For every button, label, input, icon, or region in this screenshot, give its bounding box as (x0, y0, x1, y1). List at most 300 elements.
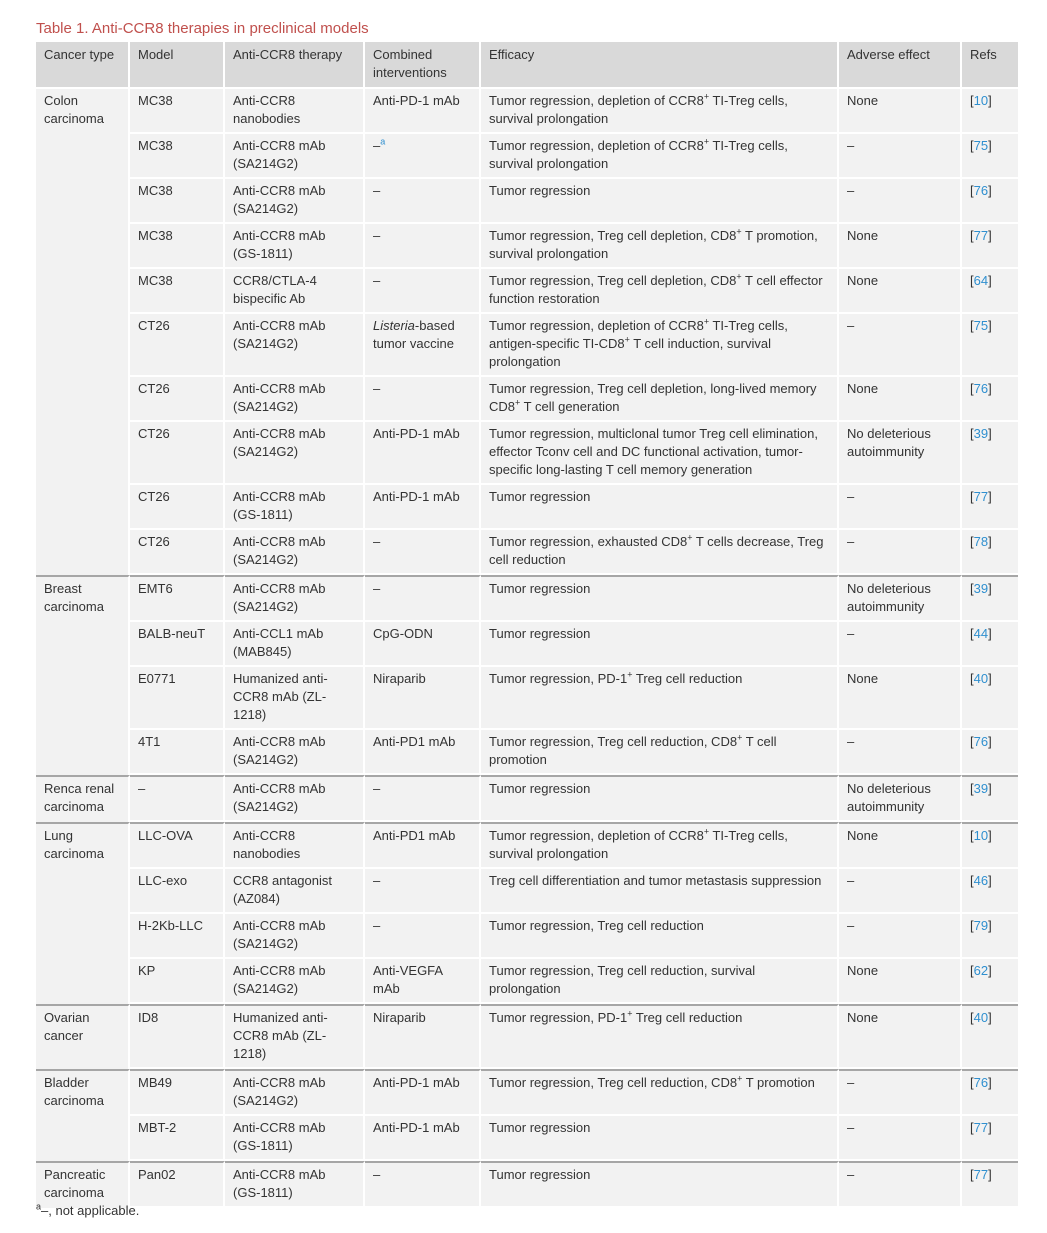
refs-cell (962, 422, 1018, 485)
efficacy-text: Tumor regression, Treg cell depletion, long-lived memory CD8+ T cell generation (489, 381, 817, 414)
therapy-cell (225, 1004, 365, 1069)
model-text: MBT-2 (138, 1120, 177, 1135)
adverse-text: – (847, 918, 855, 933)
adverse-text: None (847, 671, 879, 686)
combined-cell (365, 822, 481, 869)
adverse-cell (839, 87, 962, 134)
efficacy-text: Tumor regression, Treg cell reduction, survival prolongation (489, 963, 756, 996)
adverse-text: – (847, 138, 855, 153)
ref-link[interactable]: [64] (970, 273, 992, 288)
efficacy-text: Tumor regression (489, 183, 591, 198)
therapy-text: Humanized anti-CCR8 mAb (ZL-1218) (233, 1010, 328, 1061)
ref-link[interactable]: [77] (970, 1120, 992, 1135)
ref-link[interactable]: [75] (970, 318, 992, 333)
adverse-cell (839, 914, 962, 959)
model-cell (130, 730, 225, 775)
therapy-text: CCR8 antagonist (AZ084) (233, 873, 332, 906)
combined-text: Anti-VEGFA mAb (373, 963, 443, 996)
efficacy-cell (481, 422, 839, 485)
therapy-text: Anti-CCR8 nanobodies (233, 828, 301, 861)
therapy-cell (225, 622, 365, 667)
adverse-text: – (847, 1167, 855, 1182)
combined-text: – (373, 183, 381, 198)
ref-link[interactable]: [46] (970, 873, 992, 888)
therapy-cell (225, 869, 365, 914)
combined-cell (365, 87, 481, 134)
table-row (36, 269, 1018, 314)
combined-text: – (373, 781, 381, 796)
model-text: Pan02 (138, 1167, 176, 1182)
ref-link[interactable]: [77] (970, 1167, 992, 1182)
efficacy-cell (481, 869, 839, 914)
model-text: MC38 (138, 273, 173, 288)
combined-cell (365, 775, 481, 822)
refs-cell (962, 869, 1018, 914)
table-row (36, 869, 1018, 914)
combined-text: – (373, 1167, 381, 1182)
table-row (36, 134, 1018, 179)
therapy-cell (225, 377, 365, 422)
table-row (36, 775, 1018, 822)
therapy-cell (225, 530, 365, 575)
refs-cell (962, 179, 1018, 224)
therapy-text: Anti-CCR8 mAb (SA214G2) (233, 381, 326, 414)
adverse-cell (839, 1004, 962, 1069)
efficacy-text: Tumor regression, Treg cell depletion, CD8+ T cell effector function restoration (489, 271, 823, 306)
combined-cell (365, 485, 481, 530)
combined-text: – (373, 581, 381, 596)
efficacy-text: Tumor regression, depletion of CCR8+ TI-Treg cells, antigen-specific TI-CD8+ T cell induction, survival prolongation (489, 316, 788, 369)
table-body (36, 87, 1018, 1208)
combined-cell (365, 1116, 481, 1161)
therapy-cell (225, 1116, 365, 1161)
model-text: BALB-neuT (138, 626, 206, 641)
adverse-cell (839, 1116, 962, 1161)
therapy-cell (225, 1069, 365, 1116)
efficacy-cell (481, 179, 839, 224)
cancer-type-cell: Bladder carcinoma (36, 1069, 130, 1161)
therapy-text: Anti-CCR8 mAb (SA214G2) (233, 534, 326, 567)
adverse-cell (839, 134, 962, 179)
therapy-text: Anti-CCR8 mAb (GS-1811) (233, 1120, 326, 1153)
model-text: ID8 (138, 1010, 159, 1025)
efficacy-cell (481, 622, 839, 667)
therapy-text: Humanized anti-CCR8 mAb (ZL-1218) (233, 671, 328, 722)
therapy-text: Anti-CCR8 mAb (SA214G2) (233, 581, 326, 614)
adverse-text: None (847, 93, 879, 108)
table-row (36, 1116, 1018, 1161)
ref-link[interactable]: [76] (970, 183, 992, 198)
model-text: MC38 (138, 183, 173, 198)
combined-text: Anti-PD1 mAb (373, 734, 456, 749)
cancer-type-cell: Renca renal carcinoma (36, 775, 130, 822)
refs-cell (962, 775, 1018, 822)
combined-cell (365, 269, 481, 314)
efficacy-cell (481, 730, 839, 775)
model-cell (130, 1004, 225, 1069)
efficacy-cell (481, 87, 839, 134)
combined-cell (365, 914, 481, 959)
therapy-cell (225, 179, 365, 224)
ref-link[interactable]: [76] (970, 734, 992, 749)
therapy-cell (225, 422, 365, 485)
combined-text: Niraparib (373, 1010, 426, 1025)
therapy-text: Anti-CCR8 mAb (GS-1811) (233, 228, 326, 261)
combined-text: CpG-ODN (373, 626, 433, 641)
ref-link[interactable]: [79] (970, 918, 992, 933)
combined-cell (365, 224, 481, 269)
therapy-cell (225, 667, 365, 730)
table-row (36, 314, 1018, 377)
table-row (36, 422, 1018, 485)
model-cell (130, 775, 225, 822)
adverse-cell (839, 730, 962, 775)
therapy-cell (225, 269, 365, 314)
therapy-cell (225, 485, 365, 530)
refs-cell (962, 485, 1018, 530)
efficacy-cell (481, 1116, 839, 1161)
adverse-text: – (847, 183, 855, 198)
efficacy-text: Tumor regression (489, 1167, 591, 1182)
therapy-cell (225, 224, 365, 269)
model-text: CT26 (138, 426, 170, 441)
combined-text: – (373, 381, 381, 396)
model-cell (130, 1069, 225, 1116)
refs-cell (962, 667, 1018, 730)
model-text: MB49 (138, 1075, 172, 1090)
model-cell (130, 667, 225, 730)
refs-cell (962, 134, 1018, 179)
combined-text: – (373, 273, 381, 288)
adverse-text: None (847, 273, 879, 288)
adverse-cell (839, 314, 962, 377)
model-cell (130, 869, 225, 914)
efficacy-text: Tumor regression (489, 781, 591, 796)
ref-link[interactable]: [40] (970, 671, 992, 686)
efficacy-text: Tumor regression, PD-1+ Treg cell reduction (489, 669, 743, 686)
table-row (36, 914, 1018, 959)
model-text: LLC-OVA (138, 828, 193, 843)
efficacy-text: Tumor regression, depletion of CCR8+ TI-Treg cells, survival prolongation (489, 136, 788, 171)
combined-cell (365, 134, 481, 179)
therapy-text: Anti-CCR8 mAb (SA214G2) (233, 183, 326, 216)
combined-cell (365, 179, 481, 224)
adverse-cell (839, 485, 962, 530)
adverse-cell (839, 667, 962, 730)
therapy-cell (225, 822, 365, 869)
adverse-cell (839, 1069, 962, 1116)
footnote-marker: a (36, 1201, 42, 1212)
table-row (36, 377, 1018, 422)
adverse-cell (839, 179, 962, 224)
refs-cell (962, 1116, 1018, 1161)
ref-link[interactable]: [76] (970, 381, 992, 396)
model-cell (130, 575, 225, 622)
combined-cell (365, 377, 481, 422)
adverse-cell (839, 1161, 962, 1208)
table-row (36, 730, 1018, 775)
combined-cell (365, 667, 481, 730)
model-text: CT26 (138, 534, 170, 549)
model-text: KP (138, 963, 156, 978)
refs-cell (962, 575, 1018, 622)
therapy-cell (225, 775, 365, 822)
table-row (36, 1161, 1018, 1208)
model-cell (130, 269, 225, 314)
combined-text: Anti-PD-1 mAb (373, 1075, 460, 1090)
refs-cell (962, 914, 1018, 959)
efficacy-cell (481, 959, 839, 1004)
ref-link[interactable]: [39] (970, 426, 992, 441)
table-row (36, 622, 1018, 667)
adverse-text: – (847, 626, 855, 641)
efficacy-text: Tumor regression, depletion of CCR8+ TI-Treg cells, survival prolongation (489, 91, 788, 126)
model-text: LLC-exo (138, 873, 188, 888)
ref-link[interactable]: [77] (970, 489, 992, 504)
combined-cell (365, 1161, 481, 1208)
cancer-type-cell: Lung carcinoma (36, 822, 130, 1004)
cancer-type-cell: Colon carcinoma (36, 87, 130, 575)
footnote-ref[interactable]: a (380, 136, 386, 147)
refs-cell (962, 224, 1018, 269)
therapy-text: CCR8/CTLA-4 bispecific Ab (233, 273, 317, 306)
adverse-cell (839, 224, 962, 269)
combined-cell (365, 869, 481, 914)
model-text: 4T1 (138, 734, 161, 749)
adverse-text: – (847, 873, 855, 888)
refs-cell (962, 1161, 1018, 1208)
therapy-text: Anti-CCR8 nanobodies (233, 93, 301, 126)
model-cell (130, 914, 225, 959)
therapy-text: Anti-CCR8 mAb (SA214G2) (233, 734, 326, 767)
adverse-text: – (847, 534, 855, 549)
efficacy-text: Tumor regression (489, 489, 591, 504)
efficacy-cell (481, 667, 839, 730)
model-cell (130, 422, 225, 485)
combined-text: Anti-PD-1 mAb (373, 1120, 460, 1135)
adverse-text: None (847, 381, 879, 396)
adverse-text: – (847, 734, 855, 749)
table-row (36, 224, 1018, 269)
efficacy-cell (481, 575, 839, 622)
efficacy-cell (481, 314, 839, 377)
efficacy-text: Tumor regression, Treg cell depletion, CD8+ T promotion, survival prolongation (489, 226, 818, 261)
model-cell (130, 530, 225, 575)
therapy-cell (225, 314, 365, 377)
header-therapy: Anti-CCR8 therapy (225, 42, 365, 87)
model-cell (130, 1161, 225, 1208)
adverse-text: None (847, 963, 879, 978)
efficacy-text: Tumor regression, depletion of CCR8+ TI-Treg cells, survival prolongation (489, 826, 788, 861)
adverse-text: No deleterious autoimmunity (847, 426, 931, 459)
adverse-text: – (847, 318, 855, 333)
therapy-text: Anti-CCR8 mAb (GS-1811) (233, 1167, 326, 1200)
model-cell (130, 622, 225, 667)
table-row (36, 530, 1018, 575)
ref-link[interactable]: [78] (970, 534, 992, 549)
refs-cell (962, 959, 1018, 1004)
model-text: MC38 (138, 138, 173, 153)
efficacy-cell (481, 775, 839, 822)
combined-cell (365, 959, 481, 1004)
model-text: H-2Kb-LLC (138, 918, 204, 933)
adverse-cell (839, 622, 962, 667)
refs-cell (962, 622, 1018, 667)
table-row (36, 959, 1018, 1004)
model-text: CT26 (138, 318, 170, 333)
table-row (36, 575, 1018, 622)
efficacy-text: Tumor regression, Treg cell reduction, CD8+ T promotion (489, 1073, 815, 1090)
combined-text: – (373, 873, 381, 888)
refs-cell (962, 377, 1018, 422)
model-cell (130, 179, 225, 224)
efficacy-text: Tumor regression (489, 581, 591, 596)
model-cell (130, 1116, 225, 1161)
ref-link[interactable]: [76] (970, 1075, 992, 1090)
adverse-text: – (847, 1075, 855, 1090)
table-row (36, 822, 1018, 869)
adverse-text: – (847, 1120, 855, 1135)
refs-cell (962, 269, 1018, 314)
ref-link[interactable]: [62] (970, 963, 992, 978)
adverse-cell (839, 269, 962, 314)
therapy-cell (225, 959, 365, 1004)
table-row (36, 667, 1018, 730)
model-cell (130, 377, 225, 422)
therapies-table (36, 42, 1018, 1208)
therapy-text: Anti-CCR8 mAb (SA214G2) (233, 318, 326, 351)
combined-text: Anti-PD-1 mAb (373, 489, 460, 504)
ref-link[interactable]: [75] (970, 138, 992, 153)
adverse-text: None (847, 1010, 879, 1025)
combined-text: Anti-PD1 mAb (373, 828, 456, 843)
combined-cell (365, 530, 481, 575)
table-title: Table 1. Anti-CCR8 therapies in preclinical models (36, 20, 369, 37)
model-text: MC38 (138, 228, 173, 243)
therapy-cell (225, 134, 365, 179)
ref-link[interactable]: [39] (970, 581, 992, 596)
efficacy-cell (481, 269, 839, 314)
adverse-text: No deleterious autoimmunity (847, 581, 931, 614)
therapy-text: Anti-CCR8 mAb (SA214G2) (233, 1075, 326, 1108)
adverse-cell (839, 422, 962, 485)
header-cancer-type: Cancer type (36, 42, 130, 87)
cancer-type-cell: Ovarian cancer (36, 1004, 130, 1069)
efficacy-cell (481, 485, 839, 530)
model-cell (130, 134, 225, 179)
efficacy-cell (481, 1004, 839, 1069)
combined-text: – (373, 138, 381, 153)
therapy-text: Anti-CCR8 mAb (SA214G2) (233, 426, 326, 459)
adverse-cell (839, 530, 962, 575)
efficacy-text: Tumor regression, exhausted CD8+ T cells decrease, Treg cell reduction (489, 532, 824, 567)
model-cell (130, 87, 225, 134)
efficacy-text: Tumor regression, multiclonal tumor Treg cell elimination, effector Tconv cell and DC functional activation, tumor-specific long-lasting T cell memory generation (489, 426, 818, 477)
adverse-cell (839, 575, 962, 622)
therapy-cell (225, 914, 365, 959)
ref-link[interactable]: [10] (970, 93, 992, 108)
header-refs: Refs (962, 42, 1018, 87)
efficacy-cell (481, 822, 839, 869)
ref-link[interactable]: [77] (970, 228, 992, 243)
refs-cell (962, 87, 1018, 134)
combined-cell (365, 622, 481, 667)
therapy-text: Anti-CCL1 mAb (MAB845) (233, 626, 324, 659)
model-cell (130, 314, 225, 377)
model-text: CT26 (138, 381, 170, 396)
efficacy-text: Tumor regression, PD-1+ Treg cell reduction (489, 1008, 743, 1025)
therapy-text: Anti-CCR8 mAb (SA214G2) (233, 918, 326, 951)
combined-text: Anti-PD-1 mAb (373, 93, 460, 108)
model-cell (130, 224, 225, 269)
combined-cell (365, 575, 481, 622)
header-combined: Combined interventions (365, 42, 481, 87)
header-row (36, 42, 1018, 87)
efficacy-text: Tumor regression, Treg cell reduction (489, 918, 704, 933)
efficacy-cell (481, 377, 839, 422)
refs-cell (962, 730, 1018, 775)
therapy-text: Anti-CCR8 mAb (GS-1811) (233, 489, 326, 522)
efficacy-text: Tumor regression, Treg cell reduction, CD8+ T cell promotion (489, 732, 777, 767)
combined-cell (365, 1069, 481, 1116)
adverse-cell (839, 959, 962, 1004)
therapy-cell (225, 87, 365, 134)
combined-text: – (373, 534, 381, 549)
adverse-text: – (847, 489, 855, 504)
efficacy-text: Tumor regression (489, 1120, 591, 1135)
adverse-text: No deleterious autoimmunity (847, 781, 931, 814)
combined-text: – (373, 918, 381, 933)
refs-cell (962, 822, 1018, 869)
therapy-text: Anti-CCR8 mAb (SA214G2) (233, 781, 326, 814)
table-row (36, 179, 1018, 224)
adverse-text: None (847, 228, 879, 243)
refs-cell (962, 530, 1018, 575)
ref-link[interactable]: [40] (970, 1010, 992, 1025)
table-row (36, 1069, 1018, 1116)
footnote (36, 1203, 139, 1218)
model-text: CT26 (138, 489, 170, 504)
table-row (36, 485, 1018, 530)
combined-cell (365, 730, 481, 775)
ref-link[interactable]: [44] (970, 626, 992, 641)
efficacy-cell (481, 1161, 839, 1208)
refs-cell (962, 314, 1018, 377)
efficacy-cell (481, 1069, 839, 1116)
efficacy-cell (481, 134, 839, 179)
efficacy-cell (481, 530, 839, 575)
ref-link[interactable]: [39] (970, 781, 992, 796)
combined-cell (365, 314, 481, 377)
therapy-cell (225, 1161, 365, 1208)
footnote-text: –, not applicable. (41, 1203, 140, 1218)
ref-link[interactable]: [10] (970, 828, 992, 843)
model-cell (130, 485, 225, 530)
combined-text: Listeria-based tumor vaccine (373, 318, 455, 351)
model-cell (130, 959, 225, 1004)
combined-text: – (373, 228, 381, 243)
combined-cell (365, 1004, 481, 1069)
adverse-cell (839, 377, 962, 422)
efficacy-text: Treg cell differentiation and tumor metastasis suppression (489, 873, 822, 888)
combined-text: Anti-PD-1 mAb (373, 426, 460, 441)
adverse-cell (839, 775, 962, 822)
model-text: – (138, 781, 146, 796)
refs-cell (962, 1069, 1018, 1116)
model-text: MC38 (138, 93, 173, 108)
cancer-type-cell: Breast carcinoma (36, 575, 130, 775)
combined-text: Niraparib (373, 671, 426, 686)
